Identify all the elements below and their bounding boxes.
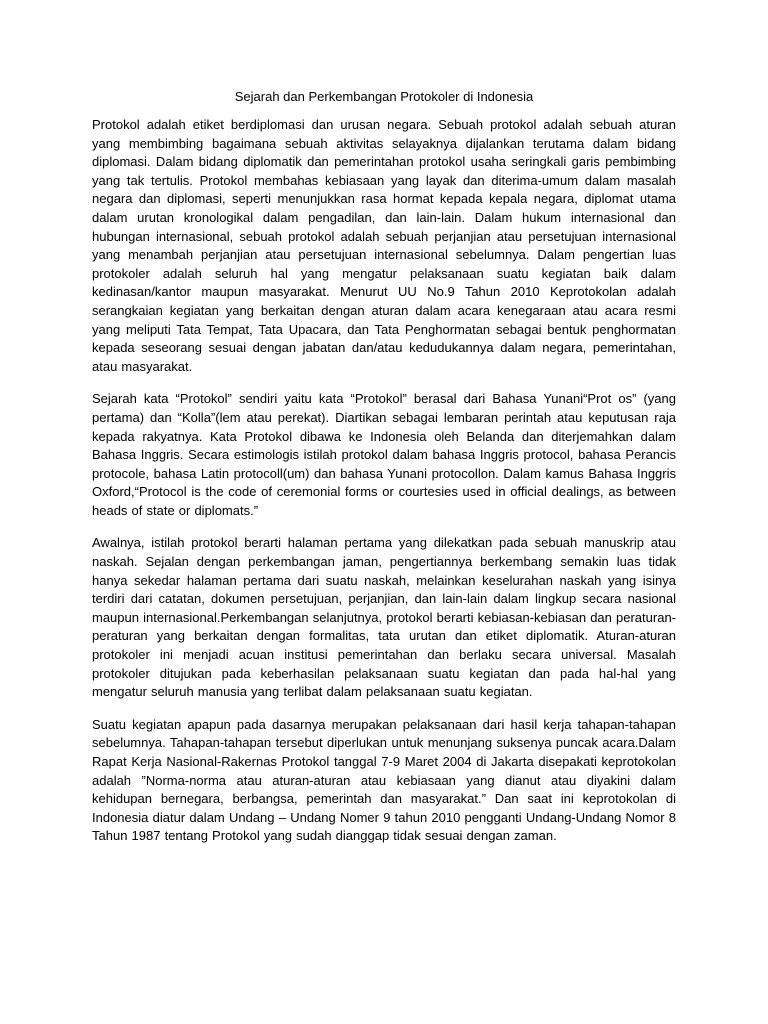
paragraph-etymology: Sejarah kata “Protokol” sendiri yaitu kata “Protokol” berasal dari Bahasa Yunani“Prot os” (yang pertama) dan “Kolla”(lem atau perekat). Diartikan sebagai lembaran perintah atau keputusan raja kepada rakyatnya. Kata Protokol dibawa ke Indonesia oleh Belanda dan diterjemahkan dalam Bahasa Inggris. Secara estimologis istilah protokol dalam bahasa Inggris protocol, bahasa Perancis protocole, bahasa Latin protocoll(um) dan bahasa Yunani protocollon. Dalam kamus Bahasa Inggris Oxford,“Protocol is the code of ceremonial forms or courtesies used in official dealings, as between heads of state or diplomats.” (92, 391, 676, 518)
document-title: Sejarah dan Perkembangan Protokoler di Indonesia (234, 89, 534, 104)
paragraph-definition: Protokol adalah etiket berdiplomasi dan urusan negara. Sebuah protokol adalah sebuah aturan yang membimbing bagaimana sebuah aktivitas selayaknya dijalankan terutama dalam bidang diplomasi. Dalam bidang diplomatik dan pemerintahan protokol usaha seringkali garis pembimbing yang tak tertulis. Protokol membahas kebiasaan yang layak dan diterima-umum dalam masalah negara dan diplomasi, seperti menunjukkan rasa hormat kepada kepala negara, diplomat utama dalam urutan kronologikal dalam pengadilan, dan lain-lain. Dalam hukum internasional dan hubungan internasional, sebuah protokol adalah sebuah perjanjian atau persetujuan internasional yang menambah perjanjian atau persetujuan internasional sebelumnya. Dalam pengertian luas protokoler adalah seluruh hal yang mengatur pelaksanaan suatu kegiatan baik dalam kedinasan/kantor maupun masyarakat. Menurut UU No.9 Tahun 2010 Keprotokolan adalah serangkaian kegiatan yang berkaitan dengan aturan dalam acara kenegaraan atau acara resmi yang meliputi Tata Tempat, Tata Upacara, dan Tata Penghormatan sebagai bentuk penghormatan kepada seseorang sesuai dengan jabatan dan/atau kedudukannya dalam negara, pemerintahan, atau masyarakat. (92, 117, 676, 374)
paragraph-regulation: Suatu kegiatan apapun pada dasarnya merupakan pelaksanaan dari hasil kerja tahapan-tahapan sebelumnya. Tahapan-tahapan tersebut diperlukan untuk menunjang suksenya puncak acara.Dalam Rapat Kerja Nasional-Rakernas Protokol tanggal 7-9 Maret 2004 di Jakarta disepakati keprotokolan adalah ”Norma-norma atau aturan-aturan atau kebiasaan yang dianut atau diyakini dalam kehidupan bernegara, berbangsa, pemerintah dan masyarakat.” Dan saat ini keprotokolan di Indonesia diatur dalam Undang – Undang Nomer 9 tahun 2010 pengganti Undang-Undang Nomor 8 Tahun 1987 tentang Protokol yang sudah dianggap tidak sesuai dengan zaman. (92, 716, 676, 844)
paragraph-development: Awalnya, istilah protokol berarti halaman pertama yang dilekatkan pada sebuah manuskrip atau naskah. Sejalan dengan perkembangan jaman, pengertiannya berkembang semakin luas tidak hanya sekedar halaman pertama dari suatu naskah, melainkan keselurahan naskah yang isinya terdiri dari catatan, dokumen persetujuan, perjanjian, dan lain-lain dalam lingkup secara nasional maupun internasional.Perkembangan selanjutnya, protokol berarti kebiasan-kebiasan dan peraturan-peraturan yang berkaitan dengan formalitas, tata urutan dan etiket diplomatik. Aturan-aturan protokoler ini menjadi acuan institusi pemerintahan dan berlaku secara universal. Masalah protokoler ditujukan pada keberhasilan pelaksanaan suatu kegiatan dan pada hal-hal yang mengatur seluruh manusia yang terlibat dalam pelaksanaan suatu kegiatan. (92, 535, 676, 700)
document-page (92, 88, 676, 860)
